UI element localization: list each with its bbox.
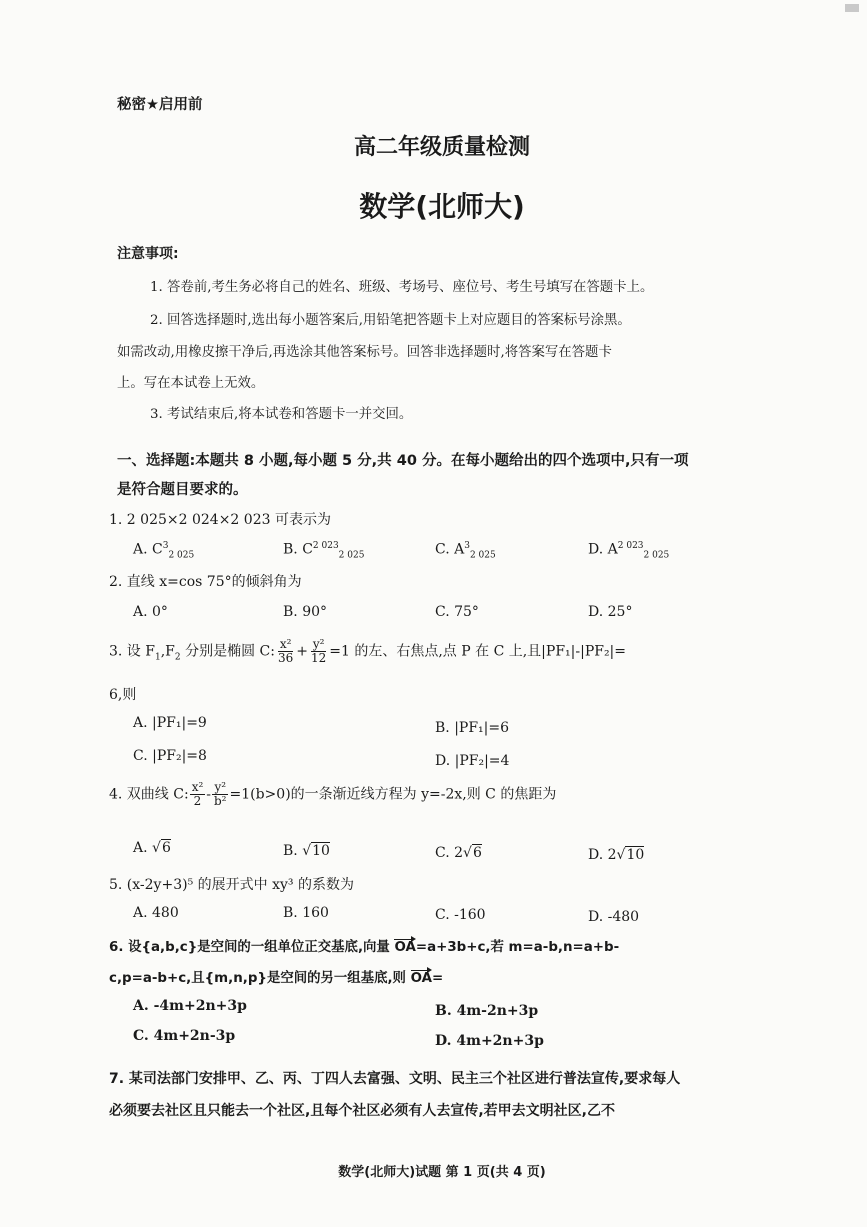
question-2-stem: 2. 直线 x=cos 75°的倾斜角为 xyxy=(109,574,302,590)
note-3: 3. 考试结束后,将本试卷和答题卡一并交回。 xyxy=(150,407,413,422)
question-7-line1: 7. 某司法部门安排甲、乙、丙、丁四人去富强、文明、民主三个社区进行普法宣传,要求每人 xyxy=(109,1071,681,1087)
question-6-line2: c,p=a-b+c,且{m,n,p}是空间的另一组基底,则 OA= xyxy=(109,971,444,986)
question-3-stem: 3. 设 $F_1,F_2$ 分别是椭圆 C: $\frac{\text{x²}}{36}$ + $\frac{\text{y²}}{12}$ =1 的左、右焦点,点 P 在 C 上,且|PF₁|-|PF₂|= xyxy=(109,637,627,665)
q2-option-c: C. 75° xyxy=(435,604,479,620)
fraction-x2-over-2: $\frac{\text{x²}}{2}$ xyxy=(191,780,204,808)
q6-option-b: B. 4m-2n+3p xyxy=(435,1003,539,1019)
vector-oa-2: OA xyxy=(410,971,432,986)
page-footer: 数学(北师大)试题 第 1 页(共 4 页) xyxy=(338,1165,546,1180)
q3-option-d: D. |PF₂|=4 xyxy=(435,753,510,769)
question-5-stem: 5. (x-2y+3)⁵ 的展开式中 xy³ 的系数为 xyxy=(109,877,354,893)
q1-option-a: A. $C^3_{2 025}$ xyxy=(133,541,195,561)
q6-option-c: C. 4m+2n-3p xyxy=(133,1028,236,1044)
question-1-stem: 1. 2 025×2 024×2 023 可表示为 xyxy=(109,512,331,528)
q2-option-a: A. 0° xyxy=(133,604,168,620)
q4-option-c: C. 2√6 xyxy=(435,845,482,861)
section-heading-line1: 一、选择题:本题共 8 小题,每小题 5 分,共 40 分。在每小题给出的四个选项中,只有一项 xyxy=(117,453,689,469)
q2-option-b: B. 90° xyxy=(283,604,328,620)
note-1: 1. 答卷前,考生务必将自己的姓名、班级、考场号、座位号、考生号填写在答题卡上。 xyxy=(150,280,654,295)
notes-heading: 注意事项: xyxy=(117,246,179,262)
q2-option-d: D. 25° xyxy=(588,604,633,620)
note-2b: 如需改动,用橡皮擦干净后,再选涂其他答案标号。回答非选择题时,将答案写在答题卡 xyxy=(117,345,612,360)
exam-title: 高二年级质量检测 xyxy=(353,135,530,160)
q1-option-c: C. $A^3_{2 025}$ xyxy=(435,541,496,561)
note-2a: 2. 回答选择题时,选出每小题答案后,用铅笔把答题卡上对应题目的答案标号涂黑。 xyxy=(150,313,631,328)
q6-option-a: A. -4m+2n+3p xyxy=(133,998,247,1014)
note-2c: 上。写在本试卷上无效。 xyxy=(117,376,265,391)
scan-mark xyxy=(845,4,859,12)
q5-option-c: C. -160 xyxy=(435,907,486,923)
q4-option-d: D. 2√10 xyxy=(588,847,645,863)
secret-label: 秘密★启用前 xyxy=(117,97,203,113)
q4-option-b: B. √10 xyxy=(283,843,330,859)
q5-option-b: B. 160 xyxy=(283,905,329,921)
q3-option-a: A. |PF₁|=9 xyxy=(133,715,207,731)
q4-option-a: A. √6 xyxy=(133,840,171,856)
fraction-y2-over-12: $\frac{\text{y²}}{12}$ xyxy=(310,637,327,665)
question-3-line2: 6,则 xyxy=(109,687,137,703)
fraction-y2-over-b2: $\frac{\text{y²}}{\text{b²}}$ xyxy=(214,780,227,808)
q3-option-b: B. |PF₁|=6 xyxy=(435,720,510,736)
question-6-stem: 6. 设{a,b,c}是空间的一组单位正交基底,向量 OA=a+3b+c,若 m=a-b,n=a+b- xyxy=(109,940,620,955)
question-4-stem: 4. 双曲线 C: $\frac{\text{x²}}{2}$ - $\frac{\text{y²}}{\text{b²}}$ =1(b>0)的一条渐近线方程为 y=-2x,则 C 的焦距为 xyxy=(109,780,557,808)
vector-oa: OA xyxy=(394,940,416,955)
q5-option-a: A. 480 xyxy=(133,905,179,921)
q5-option-d: D. -480 xyxy=(588,909,640,925)
question-7-line2: 必须要去社区且只能去一个社区,且每个社区必须有人去宣传,若甲去文明社区,乙不 xyxy=(109,1103,615,1119)
q1-option-d: D. $A^{2 023}_{2 025}$ xyxy=(588,541,670,561)
fraction-x2-over-36: $\frac{\text{x²}}{36}$ xyxy=(277,637,294,665)
subject-title: 数学(北师大) xyxy=(359,190,525,223)
q6-option-d: D. 4m+2n+3p xyxy=(435,1033,544,1049)
section-heading-line2: 是符合题目要求的。 xyxy=(117,482,248,498)
q3-option-c: C. |PF₂|=8 xyxy=(133,748,207,764)
q1-option-b: B. $C^{2 023}_{2 025}$ xyxy=(283,541,365,561)
